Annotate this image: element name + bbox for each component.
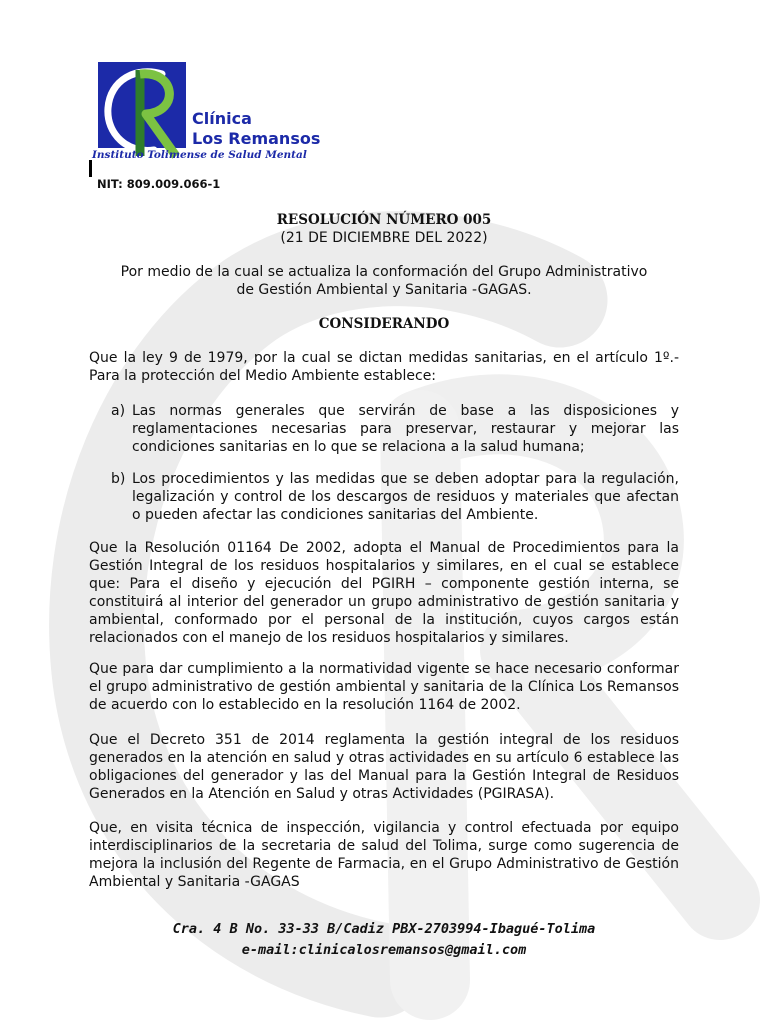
text-cursor (89, 160, 92, 177)
paragraph-ley-9: Que la ley 9 de 1979, por la cual se dictan medidas sanitarias, en el artículo 1º.- Para la protección del Medio Ambiente establece: (89, 350, 679, 384)
logo-name-line1: Clínica (192, 109, 252, 128)
logo-name-line2: Los Remansos (192, 129, 321, 148)
logo-tagline: Instituto Tolimense de Salud Mental (92, 149, 307, 161)
paragraph-visita-tecnica: Que, en visita técnica de inspección, vigilancia y control efectuada por equipo interdisciplinarios de la secretaria de salud del Tolima, surge como sugerencia de mejora la inclusión del Regente de Farmacia, en el Grupo Administrativo de Gestión Ambiental y Sanitaria -GAGAS (89, 820, 679, 890)
footer-address: Cra. 4 B No. 33-33 B/Cadiz PBX-2703994-Ibagué-Tolima (172, 921, 596, 937)
list-marker: a) (111, 403, 126, 419)
list-item-text: Los procedimientos y las medidas que se deben adoptar para la regulación, legalización y control de los descargos de residuos y materiales que afectan o pueden afectar las condiciones sanitarias del Ambiente. (132, 471, 679, 523)
clinic-logo (92, 60, 332, 170)
list-marker: b) (111, 471, 126, 487)
resolution-intro: Por medio de la cual se actualiza la conformación del Grupo Administrativo de Gestión Ambiental y Sanitaria -GAGAS. (120, 264, 648, 298)
paragraph-resolucion-1164: Que la Resolución 01164 De 2002, adopta el Manual de Procedimientos para la Gestión Integral de los residuos hospitalarios y similares, en el cual se establece que: Para el diseño y ejecución del PGIRH – componente gestión interna, se constituirá al interior del generador un grupo administrativo de gestión sanitaria y ambiental, conformado por el personal de la institución, cuyos cargos están relacionados con el manejo de los residuos hospitalarios y similares. (89, 540, 679, 646)
list-item-b (111, 470, 679, 524)
list-item-text: Las normas generales que servirán de base a las disposiciones y reglamentaciones necesarias para preservar, restaurar y mejorar las condiciones sanitarias en lo que se relaciona a la salud humana; (132, 403, 679, 455)
paragraph-decreto-351: Que el Decreto 351 de 2014 reglamenta la gestión integral de los residuos generados en la atención en salud y otras actividades en su artículo 6 establece las obligaciones del generador y las del Manual para la Gestión Integral de Residuos Generados en la Atención en Salud y otras Actividades (PGIRASA). (89, 732, 679, 802)
footer-email: e-mail:clinicalosremansos@gmail.com (241, 942, 527, 958)
resolution-title: RESOLUCIÓN NÚMERO 005 (276, 212, 492, 228)
resolution-date: (21 DE DICIEMBRE DEL 2022) (280, 230, 488, 246)
considerando-heading: CONSIDERANDO (318, 316, 450, 332)
cr-logo-icon (92, 60, 192, 160)
paragraph-cumplimiento: Que para dar cumplimiento a la normatividad vigente se hace necesario conformar el grupo administrativo de gestión ambiental y sanitaria de la Clínica Los Remansos de acuerdo con lo establecido en la resolución 1164 de 2002. (89, 661, 679, 713)
nit-number: NIT: 809.009.066-1 (97, 177, 221, 191)
list-item-a (111, 402, 679, 456)
